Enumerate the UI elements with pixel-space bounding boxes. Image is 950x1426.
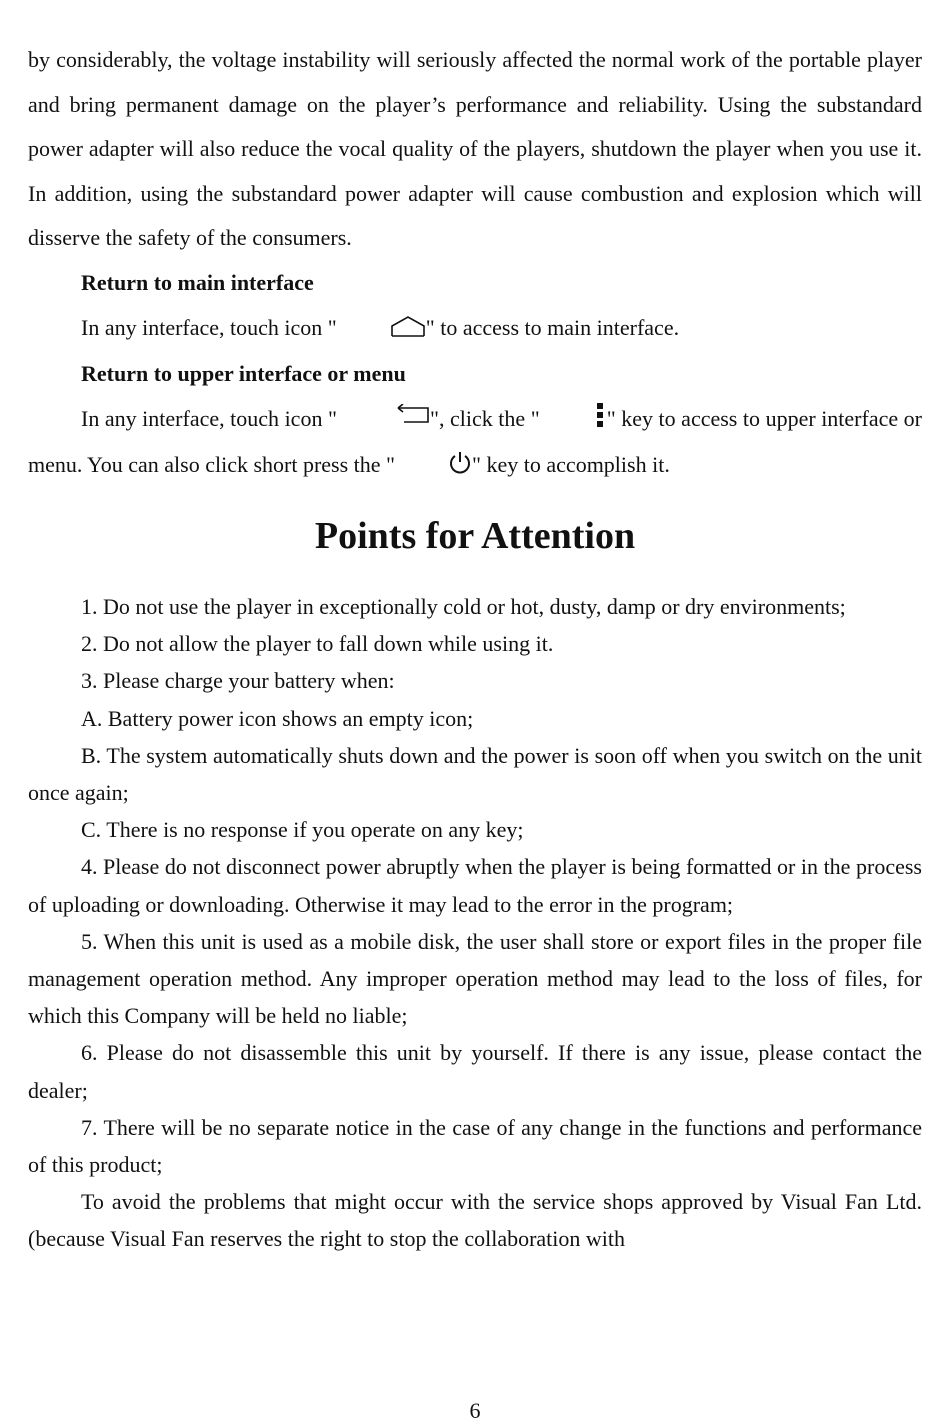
intro-section — [28, 0, 922, 261]
list-item: C. There is no response if you operate on any key; — [81, 817, 524, 843]
return-upper-text-4: " key to accomplish it. — [472, 452, 670, 478]
list-item: 6. Please do not disassemble this unit by yourself. If there is any issue, please contact the dealer; — [28, 1040, 922, 1103]
list-item: 4. Please do not disconnect power abruptly when the player is being formatted or in the process of uploading or downloading. Otherwise it may lead to the error in the program; — [28, 854, 922, 917]
list-item: To avoid the problems that might occur with the service shops approved by Visual Fan Ltd. (because Visual Fan reserves the right to stop the collaboration with — [28, 1189, 922, 1252]
return-upper-text-2: ", click the " — [429, 405, 540, 431]
return-main-section — [28, 261, 922, 352]
manual-page — [28, 0, 922, 1258]
section-title: Points for Attention — [314, 514, 636, 557]
power-icon — [395, 445, 472, 490]
points-list — [28, 588, 922, 1258]
return-upper-text-3: " key to access to upper interface or menu. You can also click short press the " — [28, 405, 922, 478]
menu-dots-icon — [540, 399, 607, 444]
intro-paragraph: by considerably, the voltage instability will seriously affected the normal work of the portable player and bring permanent damage on the player’s performance and reliability. Using the substandard power adapter will also reduce the vocal quality of the players, shutdown the player when you use it. In addition, using the substandard power adapter will cause combustion and explosion which will disserve the safety of the consumers. — [28, 47, 922, 251]
home-icon — [337, 308, 426, 353]
list-item: A. Battery power icon shows an empty icon; — [81, 705, 474, 731]
return-upper-text-1: In any interface, touch icon " — [81, 405, 337, 431]
back-icon — [337, 399, 430, 444]
return-upper-text — [28, 397, 922, 490]
list-item: 2. Do not allow the player to fall down while using it. — [81, 631, 554, 657]
list-item: 1. Do not use the player in exceptionally cold or hot, dusty, damp or dry environments; — [81, 593, 846, 619]
return-main-text-before: In any interface, touch icon " — [81, 314, 337, 340]
return-upper-section — [28, 352, 922, 490]
return-main-heading: Return to main interface — [81, 269, 314, 295]
return-main-text-after: " to access to main interface. — [425, 314, 680, 340]
list-item: 5. When this unit is used as a mobile disk, the user shall store or export files in the proper file management operation method. Any improper operation method may lead to the loss of files, for which this Company will be held no liable; — [28, 928, 922, 1029]
list-item: B. The system automatically shuts down and the power is soon off when you switch on the unit once again; — [28, 742, 922, 805]
page-number: 6 — [469, 1398, 481, 1423]
list-item: 7. There will be no separate notice in the case of any change in the functions and performance of this product; — [28, 1114, 922, 1177]
return-upper-heading: Return to upper interface or menu — [81, 361, 406, 387]
list-item: 3. Please charge your battery when: — [81, 668, 395, 694]
return-main-text — [28, 306, 922, 353]
